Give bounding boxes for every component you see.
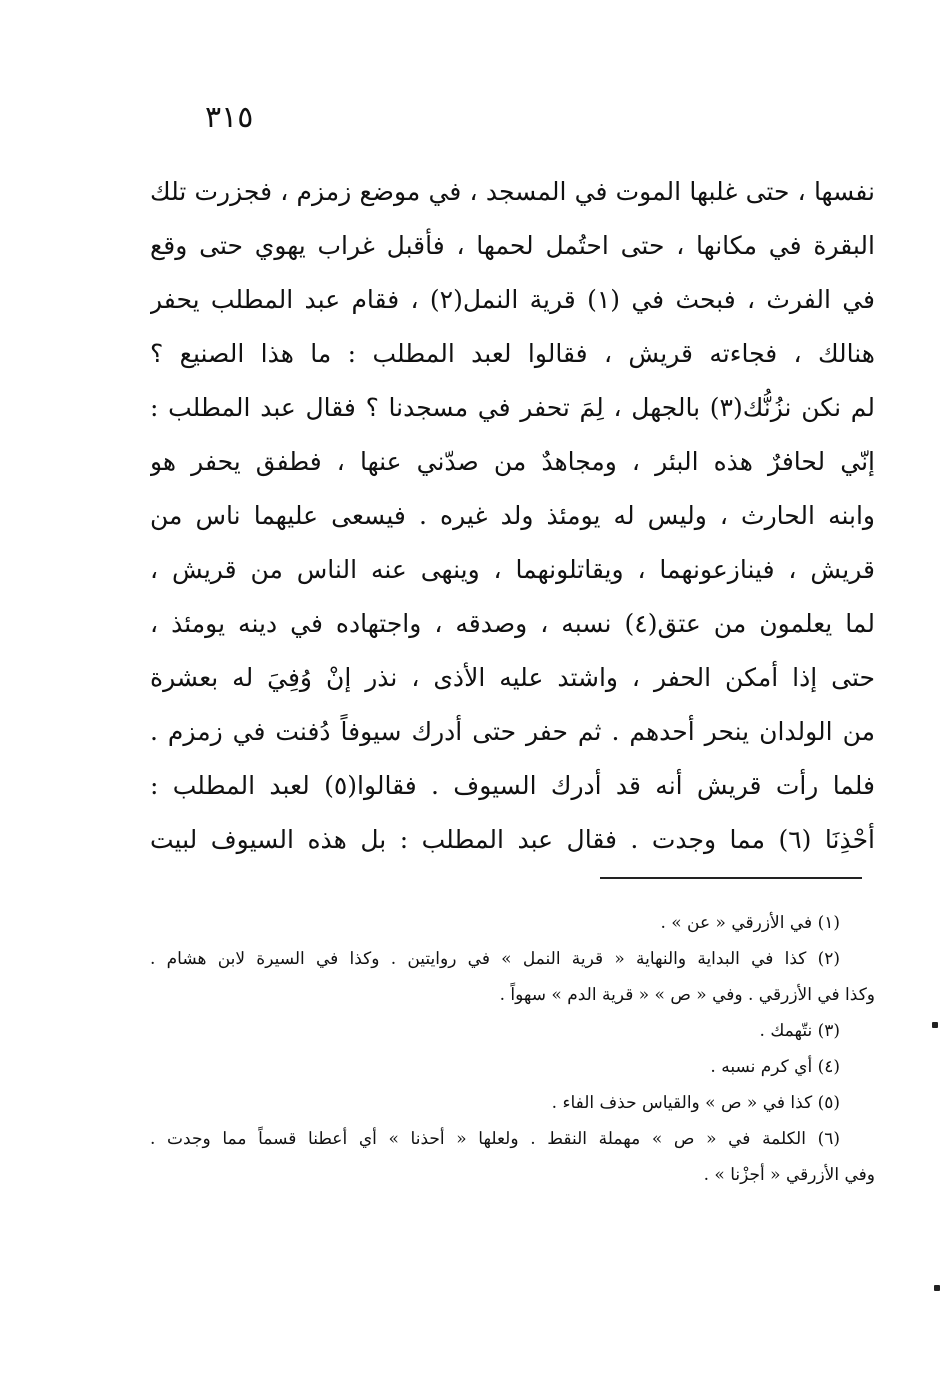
footnotes bbox=[150, 905, 875, 1193]
text-line: إنّي لحافرٌ هذه البئر ، ومجاهدٌ من صدّني عنها ، فطفق يحفر هو bbox=[150, 447, 875, 476]
footnote: (٣) نتّهمك . bbox=[759, 1021, 840, 1041]
text-line: من الولدان ينحر أحدهم . ثم حفر حتى أدرك سيوفاً دُفنت في زمزم . bbox=[150, 717, 875, 746]
text-line: لم نكن نزُنُّك(٣) بالجهل ، لِمَ تحفر في مسجدنا ؟ فقال عبد المطلب : bbox=[150, 393, 875, 422]
footnote: (٥) كذا في « ص » والقياس حذف الفاء . bbox=[551, 1093, 840, 1113]
footnote: (٢) كذا في البداية والنهاية « قرية النمل » في روايتين . وكذا في السيرة لابن هشام . bbox=[150, 949, 840, 969]
footnote: (٦) الكلمة في « ص » مهملة النقط . ولعلها « أحذنا » أي أعطنا قسماً مما وجدت . bbox=[150, 1129, 840, 1149]
text-line: نفسها ، حتى غلبها الموت في المسجد ، في موضع زمزم ، فجزرت تلك bbox=[150, 177, 875, 206]
text-line: أحْذِنَا (٦) مما وجدت . فقال عبد المطلب : بل هذه السيوف لبيت bbox=[150, 825, 875, 854]
text-line: فلما رأت قريش أنه قد أدرك السيوف . فقالوا(٥) لعبد المطلب : bbox=[150, 771, 875, 800]
text-line: لما يعلمون من عتق(٤) نسبه ، وصدقه ، واجتهاده في دينه يومئذ ، bbox=[150, 609, 875, 638]
footnote-separator bbox=[600, 877, 862, 879]
footnote: (١) في الأزرقي « عن » . bbox=[660, 913, 840, 933]
text-line: هنالك ، فجاءته قريش ، فقالوا لعبد المطلب : ما هذا الصنيع ؟ bbox=[150, 339, 875, 368]
text-line: حتى إذا أمكن الحفر ، واشتد عليه الأذى ، نذر إنْ وُفِيَ له بعشرة bbox=[150, 663, 875, 692]
footnote-continuation: وفي الأزرقي « أجزْنا » . bbox=[703, 1165, 875, 1185]
scan-mark bbox=[932, 1022, 938, 1028]
page-number: ٣١٥ bbox=[205, 100, 254, 135]
text-line: وابنه الحارث ، وليس له يومئذ ولد غيره . فيسعى عليهما ناس من bbox=[150, 501, 875, 530]
footnote: (٤) أي كرم نسبه . bbox=[710, 1057, 840, 1077]
scan-mark bbox=[934, 1285, 940, 1291]
text-line: في الفرث ، فبحث في (١) قرية النمل(٢) ، فقام عبد المطلب يحفر bbox=[150, 285, 875, 314]
main-text bbox=[150, 165, 875, 867]
text-line: قريش ، فينازعونهما ، ويقاتلونهما ، وينهى عنه الناس من قريش ، bbox=[150, 555, 875, 584]
footnote-continuation: وكذا في الأزرقي . وفي « ص » « قرية الدم » سهواً . bbox=[499, 985, 875, 1005]
text-line: البقرة في مكانها ، حتى احتُمل لحمها ، فأقبل غراب يهوي حتى وقع bbox=[150, 231, 875, 260]
